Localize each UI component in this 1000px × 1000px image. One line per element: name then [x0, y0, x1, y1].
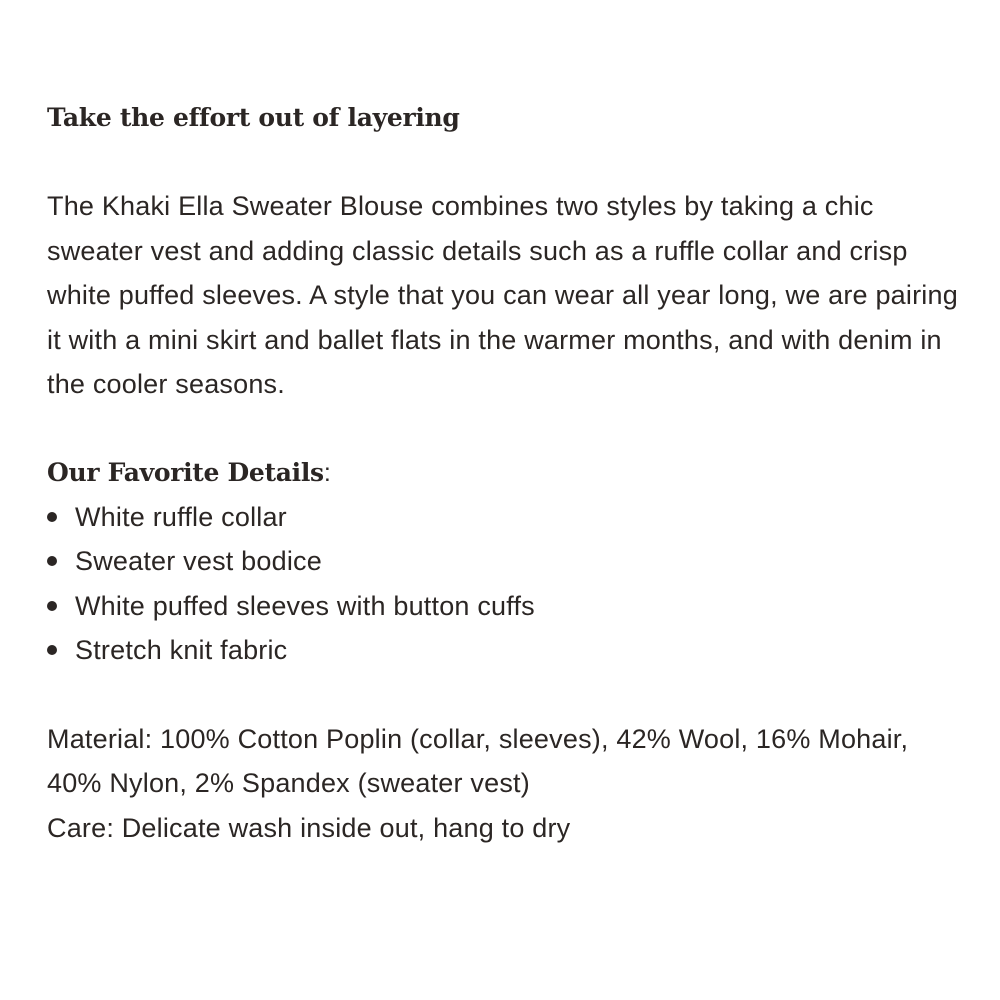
- favorite-details-colon: :: [323, 458, 331, 487]
- bullet-icon: [47, 601, 57, 611]
- list-item-text: Stretch knit fabric: [75, 635, 288, 665]
- bullet-icon: [47, 556, 57, 566]
- list-item-text: White puffed sleeves with button cuffs: [75, 590, 535, 621]
- list-item: [47, 539, 967, 584]
- care-text: Care: Delicate wash inside out, hang to dry: [47, 812, 571, 843]
- list-item: [47, 584, 967, 629]
- material-text: Material: 100% Cotton Poplin (collar, sleeves), 42% Wool, 16% Mohair, 40% Nylon, 2% Spandex (sweater vest): [47, 723, 909, 798]
- list-item-text: White ruffle collar: [75, 501, 287, 532]
- bullet-icon: [47, 645, 57, 655]
- favorite-details-heading: [47, 451, 967, 495]
- list-item: [47, 495, 967, 540]
- layering-heading: Take the effort out of layering: [47, 103, 460, 132]
- favorite-details-heading-text: Our Favorite Details: [47, 457, 324, 487]
- bullet-icon: [47, 512, 57, 522]
- favorite-details-list: [47, 495, 967, 673]
- list-item-text: Sweater vest bodice: [75, 546, 322, 576]
- list-item: [47, 628, 967, 673]
- description-paragraph: The Khaki Ella Sweater Blouse combines two styles by taking a chic sweater vest and adding classic details such as a ruffle collar and crisp white puffed sleeves. A style that you can wear all year long, we are pairing it with a mini skirt and ballet flats in the warmer months, and with denim in the cooler seasons.: [47, 191, 958, 399]
- product-description: [47, 96, 967, 850]
